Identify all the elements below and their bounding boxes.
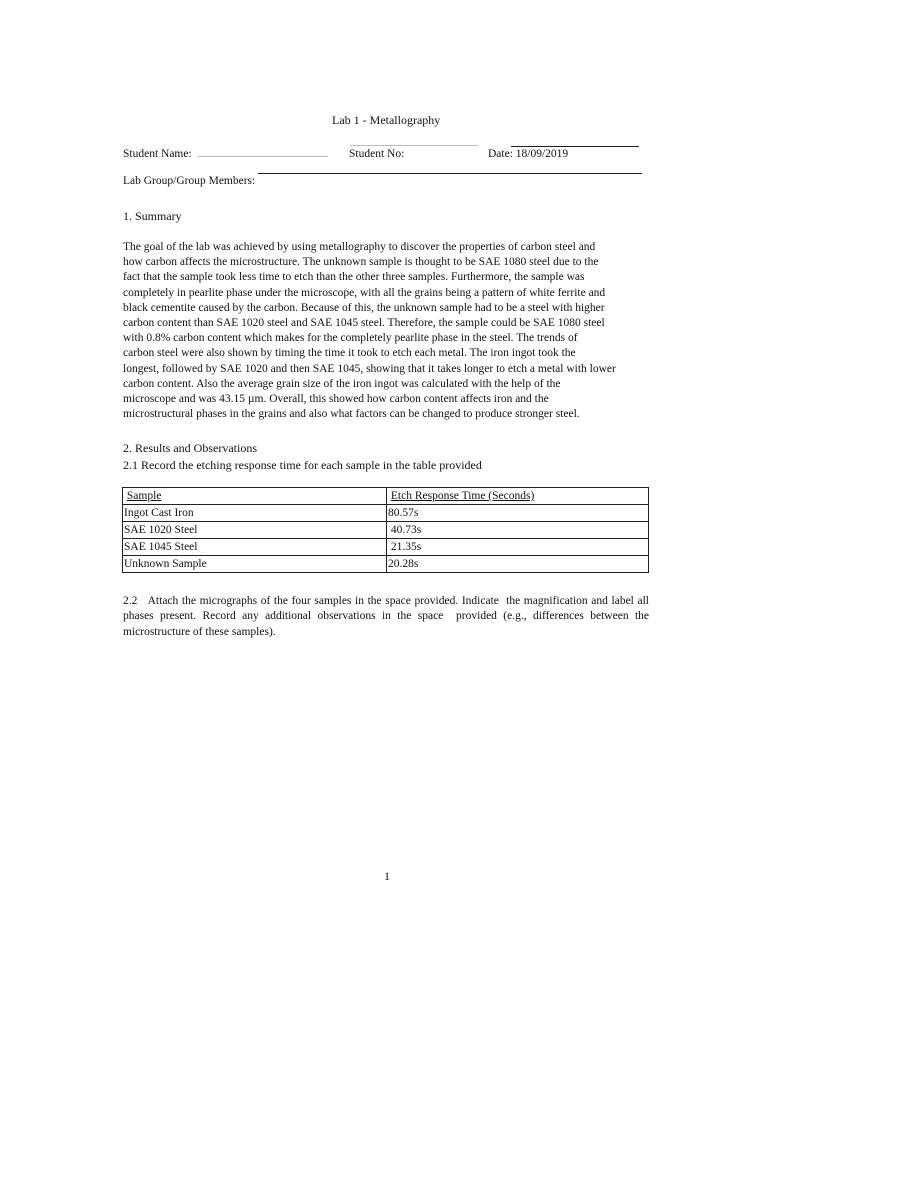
table-cell-time: 40.73s	[387, 522, 649, 539]
etch-response-table	[122, 487, 649, 573]
table-cell-time: 21.35s	[387, 539, 649, 556]
table-row	[123, 522, 649, 539]
summary-line: carbon steel were also shown by timing the time it took to etch each metal. The iron ingot took the	[123, 347, 576, 360]
table-cell-sample: SAE 1045 Steel	[123, 539, 387, 556]
table-cell-time: 80.57s	[387, 505, 649, 522]
table-row	[123, 505, 649, 522]
table-row	[123, 556, 649, 573]
page-number: 1	[384, 869, 390, 883]
date-label: Date: 18/09/2019	[488, 148, 569, 160]
results-heading: 2. Results and Observations	[123, 441, 257, 455]
table-cell-sample: SAE 1020 Steel	[123, 522, 387, 539]
summary-line: longest, followed by SAE 1020 and then SAE 1045, showing that it takes longer to etch a metal with lower	[123, 362, 616, 375]
date-rule	[511, 146, 639, 147]
table-cell-sample: Ingot Cast Iron	[123, 505, 387, 522]
summary-line: black cementite caused by the carbon. Because of this, the unknown sample had to be a steel with higher	[123, 301, 605, 314]
table-header-time: Etch Response Time (Seconds)	[390, 490, 535, 502]
summary-line: completely in pearlite phase under the microscope, with all the grains being a pattern of white ferrite and	[123, 286, 606, 299]
student-no-label: Student No:	[349, 148, 405, 160]
summary-line: with 0.8% carbon content which makes for the completely pearlite phase in the steel. The trends of	[123, 332, 578, 345]
table-header-cell	[123, 488, 387, 505]
group-members-label: Lab Group/Group Members:	[123, 175, 256, 187]
summary-line: fact that the sample took less time to etch than the other three samples. Furthermore, the sample was	[123, 271, 585, 284]
table-cell-sample: Unknown Sample	[123, 556, 387, 573]
results-subheading-2-1: 2.1 Record the etching response time for each sample in the table provided	[123, 458, 482, 472]
table-header-sample: Sample	[126, 490, 162, 502]
summary-heading: 1. Summary	[123, 209, 182, 223]
page-title: Lab 1 - Metallography	[332, 113, 441, 127]
group-members-rule	[258, 173, 642, 174]
table-header-cell	[387, 488, 649, 505]
summary-line: The goal of the lab was achieved by using metallography to discover the properties of carbon steel and	[123, 241, 596, 253]
table-header-row	[123, 488, 649, 505]
summary-paragraph	[123, 240, 658, 422]
table-cell-time: 20.28s	[387, 556, 649, 573]
student-name-label: Student Name:	[123, 148, 192, 160]
table-row	[123, 539, 649, 556]
student-name-field[interactable]	[198, 156, 328, 157]
summary-line: microscope and was 43.15 µm. Overall, this showed how carbon content affects iron and the	[123, 393, 549, 406]
header-rule-faint	[350, 145, 478, 146]
summary-line: how carbon affects the microstructure. The unknown sample is thought to be SAE 1080 steel due to the	[123, 256, 599, 269]
summary-line: carbon content than SAE 1020 steel and SAE 1045 steel. Therefore, the sample could be SAE 1080 steel	[123, 317, 605, 330]
summary-line: microstructural phases in the grains and also what factors can be changed to produce stronger steel.	[123, 408, 580, 421]
results-subheading-2-2: 2.2 Attach the micrographs of the four samples in the space provided. Indicate the magnification and label all phases present. Record any additional observations in the space provided (e.g., differences between the microstructure of these samples).	[123, 595, 652, 638]
summary-line: carbon content. Also the average grain size of the iron ingot was calculated with the help of the	[123, 377, 561, 390]
